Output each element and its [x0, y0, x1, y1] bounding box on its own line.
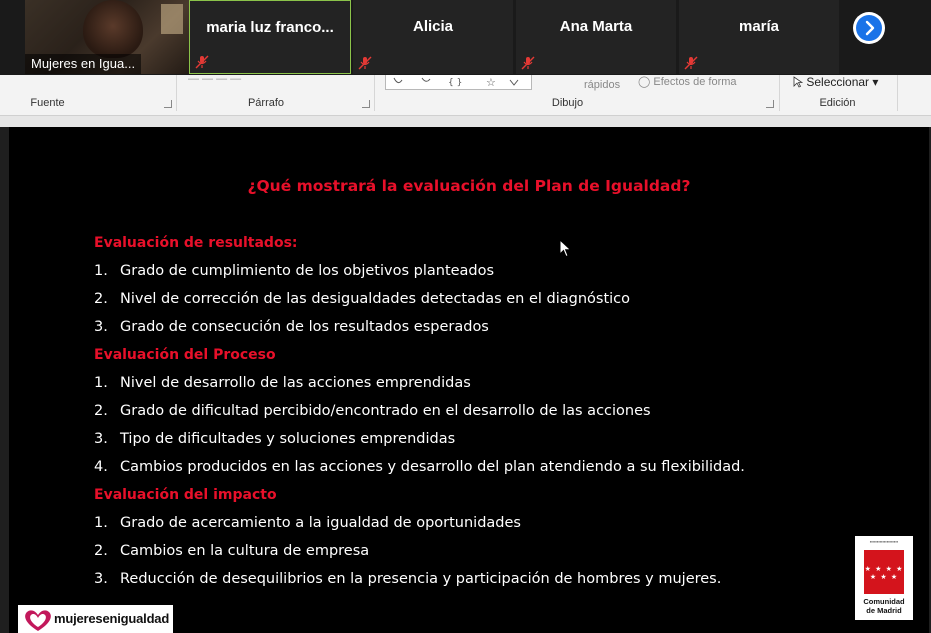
- item-text: Nivel de desarrollo de las acciones emprendidas: [120, 375, 471, 391]
- slide-title: ¿Qué mostrará la evaluación del Plan de Igualdad?: [247, 177, 691, 195]
- self-name-label: Mujeres en Igua...: [25, 54, 141, 74]
- shape-effects-button[interactable]: [638, 75, 737, 88]
- item-text: Cambios producidos en las acciones y desarrollo del plan atendiendo a su flexibilidad.: [120, 459, 745, 475]
- background-picture: [161, 4, 183, 34]
- heart-icon: [21, 607, 55, 633]
- list-item: [94, 375, 471, 391]
- dialog-launcher-icon[interactable]: [766, 100, 774, 108]
- select-button[interactable]: Seleccionar ▾: [793, 75, 878, 89]
- participant-tile-ana-marta[interactable]: [516, 0, 676, 74]
- participant-name: maria luz franco...: [206, 19, 334, 36]
- list-item: [94, 263, 494, 279]
- item-number: 3.: [94, 571, 108, 587]
- item-number: 2.: [94, 403, 108, 419]
- group-label-fuente: Fuente: [30, 97, 65, 109]
- list-item: [94, 291, 630, 307]
- item-number: 3.: [94, 319, 108, 335]
- logo-text-line2: de Madrid: [866, 606, 902, 615]
- mujeres-en-igualdad-logo: [18, 605, 173, 633]
- list-item: [94, 431, 455, 447]
- participant-name: Alicia: [412, 18, 454, 35]
- slide-canvas-border: [0, 116, 931, 127]
- shape-effects-icon: ◯: [638, 76, 651, 88]
- dialog-launcher-icon[interactable]: [362, 100, 370, 108]
- participant-video: [83, 0, 143, 58]
- list-item: [94, 403, 651, 419]
- item-text: Tipo de dificultades y soluciones emprendidas: [120, 431, 456, 447]
- participant-name: Ana Marta: [559, 18, 633, 35]
- participant-name: maría: [738, 18, 780, 35]
- comunidad-de-madrid-logo: [855, 536, 913, 620]
- item-number: 4.: [94, 459, 108, 475]
- shapes-icon: [386, 76, 531, 90]
- mic-muted-icon: [358, 56, 372, 70]
- group-divider: [779, 75, 780, 111]
- select-label: Seleccionar: [806, 75, 870, 89]
- list-item: [94, 515, 521, 531]
- pointer-icon: [793, 76, 803, 88]
- group-divider: [176, 75, 177, 111]
- item-number: 1.: [94, 515, 108, 531]
- section-heading-proceso: Evaluación del Proceso: [94, 347, 276, 363]
- paragraph-tools[interactable]: — — — —: [188, 73, 242, 85]
- list-item: [94, 571, 721, 587]
- group-divider: [897, 75, 898, 111]
- participant-tile-maria-luz[interactable]: [189, 0, 351, 74]
- participants-strip: [0, 0, 931, 75]
- list-item: [94, 319, 489, 335]
- item-text: Cambios en la cultura de empresa: [120, 543, 370, 559]
- powerpoint-ribbon: [0, 75, 931, 116]
- next-participants-button[interactable]: [853, 12, 885, 44]
- chevron-right-icon: [856, 15, 882, 41]
- item-number: 1.: [94, 263, 108, 279]
- section-heading-impacto: Evaluación del impacto: [94, 487, 277, 503]
- participant-tile-maria[interactable]: [679, 0, 839, 74]
- item-text: Grado de cumplimiento de los objetivos planteados: [120, 263, 495, 279]
- dialog-launcher-icon[interactable]: [164, 100, 172, 108]
- group-label-edicion: Edición: [819, 97, 856, 109]
- item-number: 1.: [94, 375, 108, 391]
- item-text: Nivel de corrección de las desigualdades detectadas en el diagnóstico: [120, 291, 631, 307]
- list-item: [94, 459, 745, 475]
- svg-text:☆: ☆: [486, 76, 496, 89]
- item-number: 3.: [94, 431, 108, 447]
- item-number: 2.: [94, 291, 108, 307]
- participant-tile-alicia[interactable]: [353, 0, 513, 74]
- list-item: [94, 543, 369, 559]
- quick-styles-button[interactable]: rápidos: [584, 79, 621, 91]
- item-number: 2.: [94, 543, 108, 559]
- item-text: Grado de consecución de los resultados esperados: [120, 319, 489, 335]
- mic-muted-icon: [195, 55, 209, 69]
- stars-icon: ★ ★ ★ ★ ★ ★ ★: [864, 565, 904, 581]
- logo-text: mujeresenigualdad: [54, 611, 170, 626]
- shape-effects-label: Efectos de forma: [653, 76, 737, 88]
- item-text: Reducción de desequilibrios en la presencia y participación de hombres y mujeres.: [120, 571, 722, 587]
- item-text: Grado de acercamiento a la igualdad de oportunidades: [120, 515, 521, 531]
- svg-text:{ }: { }: [448, 78, 463, 88]
- mic-muted-icon: [521, 56, 535, 70]
- presentation-slide: [9, 127, 929, 633]
- group-label-dibujo: Dibujo: [551, 97, 584, 109]
- mic-muted-icon: [684, 56, 698, 70]
- section-heading-resultados: Evaluación de resultados:: [94, 235, 298, 251]
- shapes-gallery[interactable]: [385, 75, 532, 90]
- self-video-tile[interactable]: [25, 0, 189, 74]
- item-text: Grado de dificultad percibido/encontrado en el desarrollo de las acciones: [120, 403, 651, 419]
- madrid-flag-icon: [864, 550, 904, 594]
- group-divider: [374, 75, 375, 111]
- group-label-parrafo: Párrafo: [247, 97, 285, 109]
- logo-top-strip: ▪▪▪▪▪▪▪▪▪▪▪▪▪▪▪▪▪▪▪▪: [869, 539, 899, 544]
- logo-text-line1: Comunidad: [863, 597, 905, 606]
- mouse-cursor-icon: [559, 239, 573, 259]
